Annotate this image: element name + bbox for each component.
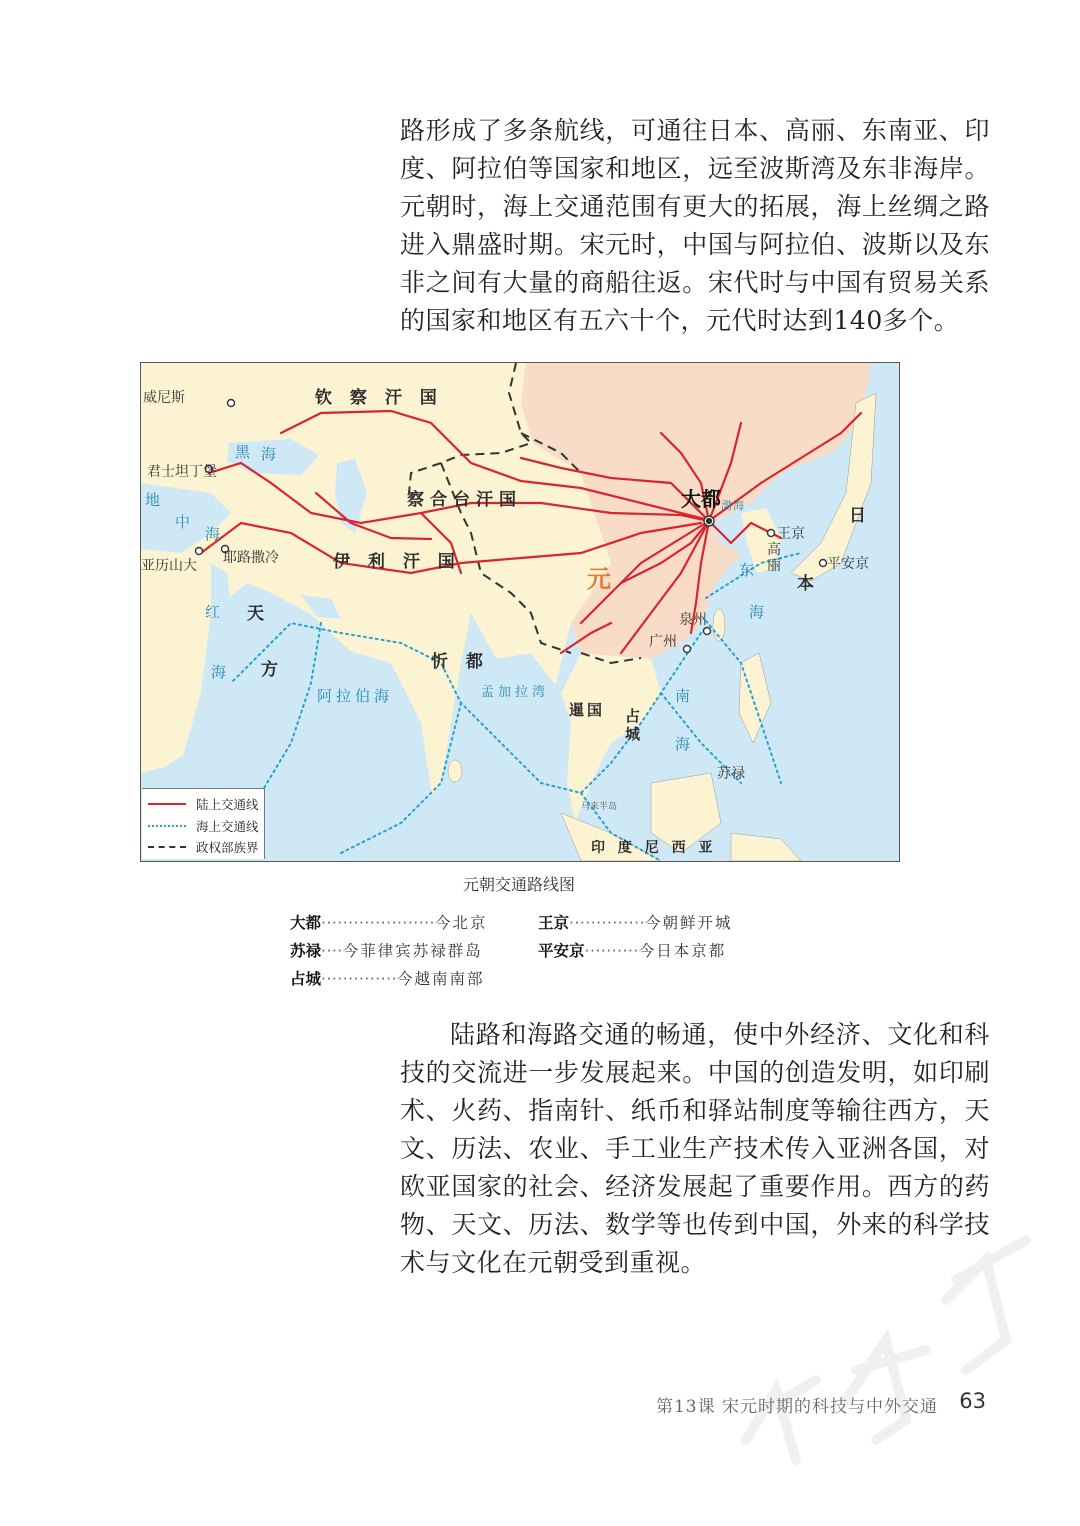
label-goryeo-2: 丽 [767,558,781,574]
label-east-sea-2: 海 [749,603,769,621]
label-goryeo-1: 高 [767,542,781,558]
label-siam: 暹国 [569,701,606,719]
note-term: 平安京 [538,942,585,960]
label-champa-1: 占 [625,707,647,725]
label-arabia-1: 天 [247,604,270,624]
note-leader: ·············· [321,970,397,988]
note-definition: 今北京 [434,914,488,932]
note-leader: ·········· [584,942,639,960]
note-leader: ·············· [569,914,645,932]
label-south-sea-1: 南 [675,687,695,705]
label-champa-2: 城 [625,725,647,743]
note-leader: ····················· [321,914,435,932]
yuan-route-map [140,362,900,862]
label-malay-peninsula: 马来半岛 [581,802,618,812]
label-south-sea-2: 海 [675,735,695,753]
label-arabia-2: 方 [261,660,284,680]
note-term: 苏禄 [290,942,322,960]
label-sulu: 苏禄 [717,766,745,782]
note-leader: ···· [321,942,343,960]
label-japan-2: 本 [797,574,820,594]
label-black-sea-1: 黑 [235,443,255,461]
note-sulu [290,939,483,963]
label-alexandria: 亚历山大 [141,558,197,574]
note-champa [290,967,485,991]
label-black-sea-2: 海 [261,445,281,463]
label-arabian-sea: 阿拉伯海 [317,687,394,705]
label-red-sea-1: 红 [205,603,225,621]
note-definition: 今越南南部 [397,970,485,988]
label-med-3: 海 [205,525,225,543]
label-guangzhou: 广州 [649,634,677,650]
publisher-watermark [706,1140,1066,1500]
note-definition: 今日本京都 [638,942,727,960]
label-indonesia: 印 度 尼 西 亚 [591,840,717,856]
label-japan-1: 日 [849,506,872,526]
label-wangjing: 王京 [777,526,805,542]
legend-land-label: 陆上交通线 [196,797,259,812]
label-venice: 威尼斯 [143,390,185,406]
legend-sea-route [148,816,259,836]
sea-route-swatch [148,825,186,827]
page-number: 63 [959,1389,986,1413]
note-term: 大都 [290,914,322,932]
border-swatch [148,846,186,848]
note-term: 王京 [538,914,570,932]
label-ilkhanate: 伊 利 汗 国 [333,552,461,572]
label-yuan: 元 [587,565,611,593]
label-dadu: 大都 [681,487,721,511]
legend-land-route [148,794,259,814]
legend-border-label: 政权部族界 [196,840,259,855]
note-heiankyo [538,939,726,963]
label-quanzhou: 泉州 [679,612,707,628]
label-east-sea-1: 东 [739,561,759,579]
label-chagatai-khanate: 察合台汗国 [407,490,522,510]
label-jerusalem: 耶路撒冷 [223,550,279,566]
legend-sea-label: 海上交通线 [196,819,259,834]
map-caption: 元朝交通路线图 [462,875,575,894]
note-definition: 今朝鲜开城 [645,914,733,932]
label-red-sea-2: 海 [211,663,231,681]
label-bay-of-bengal: 孟加拉湾 [481,685,550,700]
label-kipchak-khanate: 钦 察 汗 国 [315,388,443,408]
label-med-1: 地 [145,491,165,509]
footer-lesson-title: 第13课 宋元时期的科技与中外交通 [655,1397,938,1417]
label-india: 忻 都 [431,652,489,672]
note-dadu [290,911,488,935]
map-legend [142,788,265,859]
label-constantinople: 君士坦丁堡 [147,464,217,480]
label-heiankyo: 平安京 [827,556,869,572]
note-term: 占城 [290,970,322,988]
legend-border [148,837,259,857]
note-wangjing [538,911,733,935]
label-bohai: 渤海 [721,499,745,512]
conclusion-paragraph: 陆路和海路交通的畅通，使中外经济、文化和科技的交流进一步发展起来。中国的创造发明，如印刷术、火药、指南针、纸币和驿站制度等输往西方，天文、历法、农业、手工业生产技术传入亚洲各国，对欧亚国家的社会、经济发展起了重要作用。西方的药物、天文、历法、数学等也传到中国，外来的科学技术与文化在元朝受到重视。 [400,1020,990,1277]
note-definition: 今菲律宾苏禄群岛 [342,942,483,960]
land-route-swatch [148,803,186,805]
intro-paragraph: 路形成了多条航线，可通往日本、高丽、东南亚、印度、阿拉伯等国家和地区，远至波斯湾及东非海岸。元朝时，海上交通范围有更大的拓展，海上丝绸之路进入鼎盛时期。宋元时，中国与阿拉伯、波斯以及东非之间有大量的商船往返。宋代时与中国有贸易关系的国家和地区有五六十个，元代时达到140多个。 [400,116,990,335]
label-med-2: 中 [175,513,195,531]
